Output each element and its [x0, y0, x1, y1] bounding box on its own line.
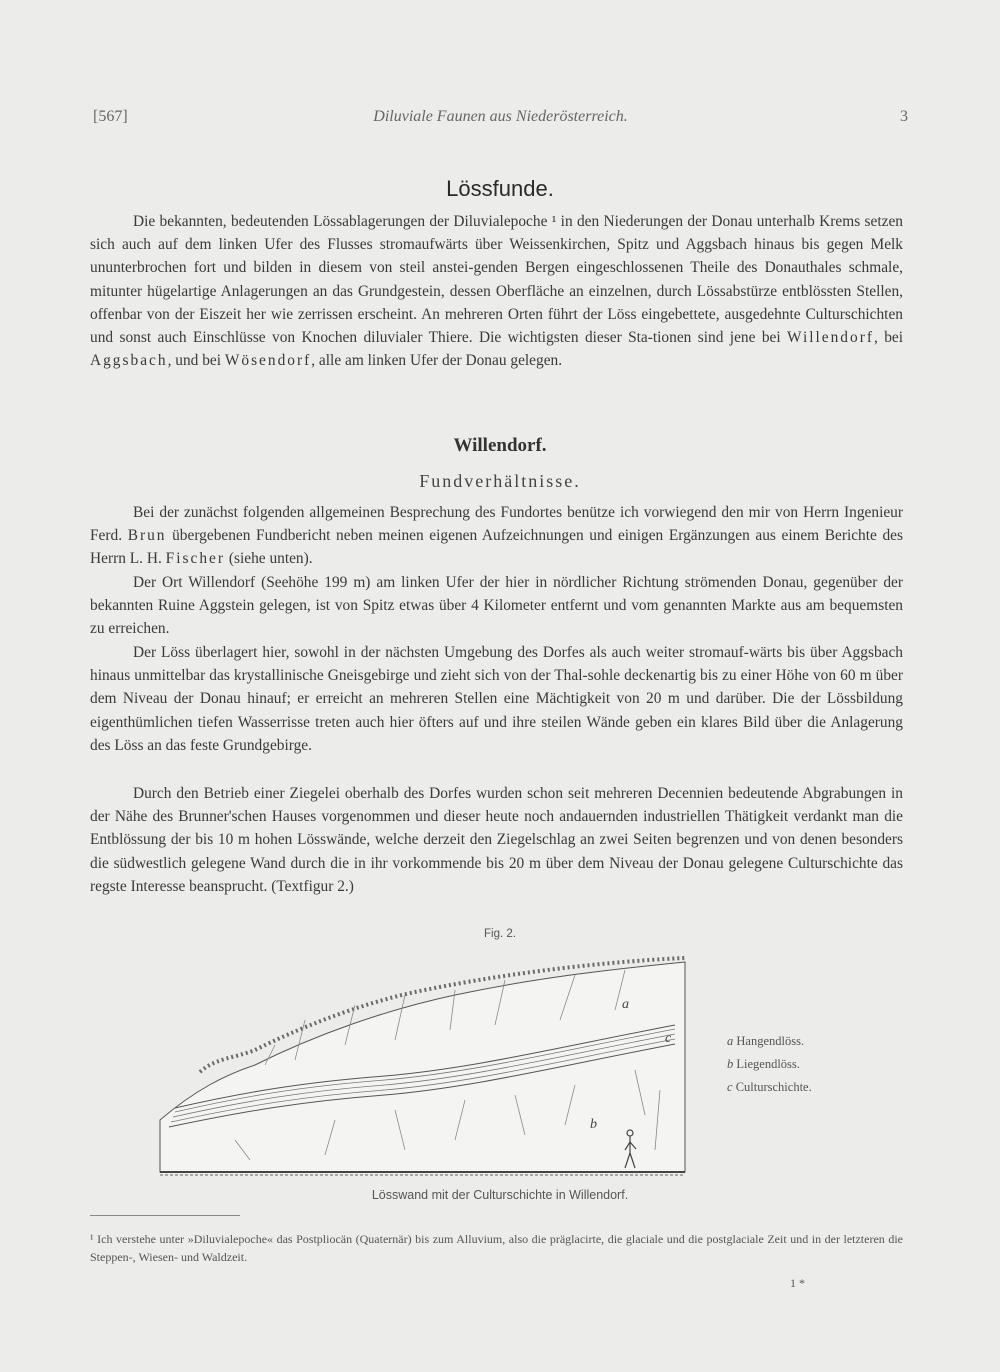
legend-key-b: b: [727, 1057, 734, 1071]
section-title: Lössfunde.: [446, 176, 554, 201]
place-sep-1: , bei: [873, 329, 903, 347]
legend-item-c: [727, 1076, 812, 1099]
figure-label: Fig. 2.: [484, 928, 516, 940]
figure-legend: [727, 1030, 812, 1099]
paragraph-4: Der Löss überlagert hier, sowohl in der nächsten Umgebung des Dorfes als auch weiter stromauf-wärts bis über Aggsbach hinaus unmittelbar das krystallinische Gneisgebirge und zieht sich von der Thal-sohle deckenartig bis zu einer Höhe von 60 m über dem Niveau der Donau hinauf; er erreicht an mehreren Stellen eine Mächtigkeit von 20 m und darüber. Die der Lössbildung eigenthümlichen tiefen Wasserrisse treten auch hier öfters auf und ihre steilen Wände geben ein klares Bild über die Anlagerung des Löss an das feste Grundgebirge.: [90, 644, 903, 754]
paragraph-5: Durch den Betrieb einer Ziegelei oberhalb des Dorfes wurden schon seit mehreren Decennien bedeutende Abgrabungen in der Nähe des Brunner'schen Hauses vorgenommen und dieser heute noch andauernden industriellen Thätigkeit verdankt man die Entblössung der bis 10 m hohen Lösswände, welche derzeit den Ziegelschlag an zwei Seiten begrenzen und von denen besonders die südwestlich gelegene Wand durch die in ihr vorkommende bis 20 m über dem Niveau der Donau gelegene Culturschichte das regste Interesse beansprucht. (Textfigur 2.): [90, 785, 903, 895]
paragraph-3: Der Ort Willendorf (Seehöhe 199 m) am linken Ufer der hier in nördlicher Richtung strömenden Donau, gegenüber der bekannten Ruine Aggstein gelegen, ist von Spitz etwas über 4 Kilometer entfernt und vom genannten Markte aus am bequemsten zu erreichen.: [90, 574, 903, 638]
subsection-title: Willendorf.: [453, 435, 547, 456]
legend-text-a: Hangendlöss.: [736, 1034, 805, 1048]
legend-key-a: a: [727, 1034, 734, 1048]
running-header: [93, 108, 908, 132]
loess-wall-outline: [160, 962, 685, 1172]
name-brun: Brun: [127, 527, 167, 545]
page-number: 3: [900, 108, 908, 125]
p2-a: Bei der zunächst folgenden allgemeinen Besprechung des Fundortes benütze ich vorwiegend den mir von Herrn Ingenieur Ferd.: [90, 504, 903, 545]
intro-text: Die bekannten, bedeutenden Lössablagerungen der Diluvialepoche ¹ in den Niederungen der Donau unterhalb Krems setzen sich auch auf dem linken Ufer des Flusses stromaufwärts über Weissenkirchen, Spitz und Aggsbach hinaus bis gegen Melk ununterbrochen fort und bilden in diesem von steil anstei-genden Bergen eingeschlossenen Theile des Donauthales schmale, mitunter hügelartige Anlagerungen an das Grundgestein, dessen Oberfläche an einzelnen, durch Lössabstürze entblössten Stellen, offenbar von der Eiszeit her wie zerrissen erscheint. An mehreren Orten führt der Löss eingebettete, ausgedehnte Culturschichten und sonst auch Einschlüsse von Knochen diluvialer Thiere. Die wichtigsten dieser Sta-tionen sind jene bei: [90, 213, 903, 347]
p2-c: (siehe unten).: [228, 550, 313, 568]
footnote: ¹ Ich verstehe unter »Diluvialepoche« das Postpliocän (Quaternär) bis zum Alluvium, also die präglacirte, die glaciale und die postglaciale Zeit und in der letzteren die Steppen-, Wiesen- und Waldzeit.: [90, 1232, 903, 1264]
loess-wall-illustration: [155, 950, 690, 1180]
legend-text-b: Liegendlöss.: [736, 1057, 800, 1071]
footnote-rule: [90, 1215, 240, 1216]
place-willendorf: Willendorf: [787, 329, 874, 347]
marker-b: b: [590, 1117, 597, 1132]
p2-b: übergebenen Fundbericht neben meinen eigenen Aufzeichnungen und einigen Ergänzungen aus einem Berichte des Herrn L. H.: [90, 527, 903, 568]
running-title: Diluviale Faunen aus Niederösterreich.: [373, 108, 628, 125]
name-fischer: Fischer: [165, 550, 225, 568]
place-aggsbach: Aggsbach: [90, 352, 168, 370]
legend-item-a: [727, 1030, 812, 1053]
place-woesendorf: Wösendorf: [224, 352, 312, 370]
place-sep-2: , und bei: [167, 352, 225, 370]
subsubsection-title: Fundverhältnisse.: [419, 471, 581, 491]
intro-paragraph: [90, 210, 903, 372]
page-ref: [567]: [93, 108, 128, 125]
marker-c: c: [665, 1031, 672, 1046]
figure-caption: Lösswand mit der Culturschichte in Willendorf.: [371, 1188, 629, 1202]
legend-key-c: c: [727, 1080, 733, 1094]
legend-text-c: Culturschichte.: [735, 1080, 812, 1094]
paragraph-2: [90, 501, 903, 571]
sheet-signature: 1 *: [790, 1276, 805, 1290]
legend-item-b: [727, 1053, 812, 1076]
intro-tail: , alle am linken Ufer der Donau gelegen.: [311, 352, 563, 370]
marker-a: a: [622, 997, 629, 1012]
